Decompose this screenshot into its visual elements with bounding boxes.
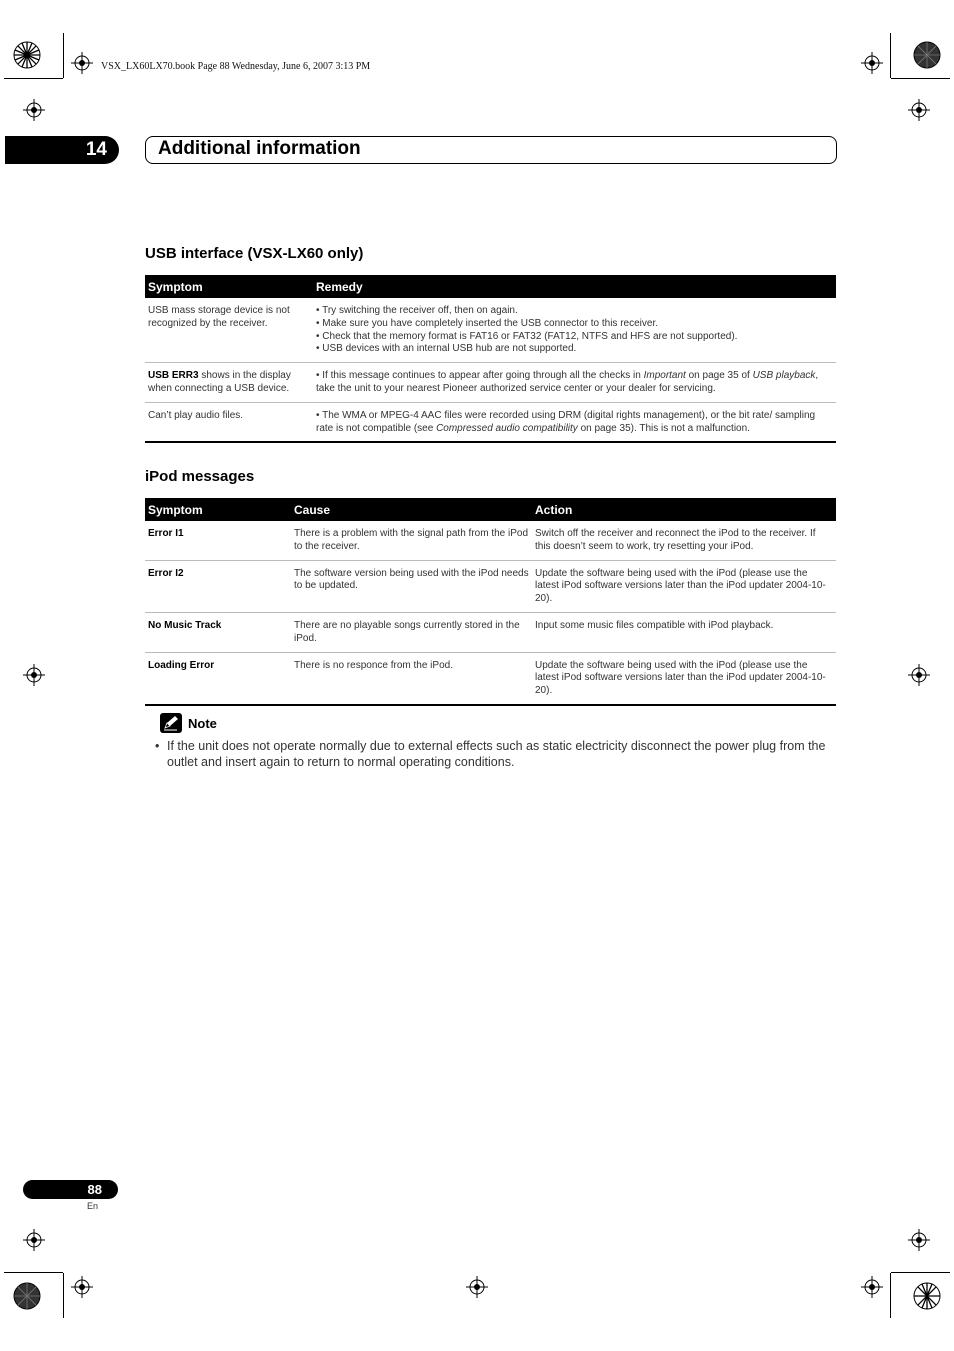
crosshair-mark-icon [23, 99, 45, 121]
cause-cell: There are no playable songs currently stored in the iPod. [291, 612, 532, 652]
table-row [145, 402, 836, 442]
remedy-cell [313, 402, 836, 442]
registration-rosette-icon [13, 41, 41, 69]
pencil-note-icon [160, 713, 182, 733]
crosshair-mark-icon [71, 52, 93, 74]
table-row [145, 521, 836, 560]
table-header-row [145, 275, 836, 298]
ipod-section-title: iPod messages [145, 468, 255, 485]
table-row [145, 652, 836, 705]
cause-cell: The software version being used with the iPod needs to be updated. [291, 560, 532, 612]
page-number: 88 [23, 1180, 118, 1199]
usb-section-title: USB interface (VSX-LX60 only) [145, 245, 364, 262]
symptom-cell: USB mass storage device is not recognized by the receiver. [145, 298, 313, 363]
registration-rosette-icon [913, 41, 941, 69]
remedy-cell [313, 298, 836, 363]
symptom-cell: No Music Track [145, 612, 291, 652]
action-cell: Update the software being used with the iPod (please use the latest iPod software versions later than the iPod updater 2004-10-20). [532, 652, 836, 705]
symptom-cell [145, 363, 313, 403]
chapter-number-tab: 14 [5, 136, 119, 164]
display-message-code: USB ERR3 [148, 370, 199, 382]
crosshair-mark-icon [23, 1229, 45, 1251]
symptom-text: shows in the display when connecting a USB device. [148, 370, 291, 394]
column-header-symptom: Symptom [145, 498, 291, 521]
symptom-cell: Error I2 [145, 560, 291, 612]
reference-usb-playback: USB playback [752, 370, 816, 382]
table-header-row [145, 498, 836, 521]
registration-rosette-icon [913, 1282, 941, 1310]
crosshair-mark-icon [861, 1276, 883, 1298]
remedy-item: • USB devices with an internal USB hub are not supported. [316, 343, 577, 355]
remedy-text: , take the unit to your nearest Pioneer authorized service center or your dealer for servicing. [316, 370, 819, 394]
symptom-cell: Can’t play audio files. [145, 402, 313, 442]
table-row [145, 560, 836, 612]
remedy-text: on page 35). This is not a malfunction. [577, 422, 750, 434]
usb-troubleshooting-table [145, 275, 836, 443]
column-header-symptom: Symptom [145, 275, 313, 298]
bullet-marker: • [155, 739, 160, 753]
remedy-cell [313, 363, 836, 403]
reference-important: Important [643, 370, 686, 382]
crosshair-mark-icon [71, 1276, 93, 1298]
column-header-remedy: Remedy [313, 275, 836, 298]
remedy-text: • The WMA or MPEG-4 AAC files were recorded using DRM (digital rights management), or the bit rate/ sampling rate is not compatible (see [316, 409, 816, 434]
column-header-action: Action [532, 498, 836, 521]
ipod-messages-table [145, 498, 836, 706]
action-cell: Input some music files compatible with iPod playback. [532, 612, 836, 652]
book-file-header: VSX_LX60LX70.book Page 88 Wednesday, June 6, 2007 3:13 PM [101, 61, 371, 72]
remedy-text: on page 35 of [685, 370, 753, 382]
note-text: If the unit does not operate normally due to external effects such as static electricity disconnect the power plug from the outlet and insert again to return to normal operating conditions. [167, 739, 826, 769]
column-header-cause: Cause [291, 498, 532, 521]
registration-rosette-icon [13, 1282, 41, 1310]
crosshair-mark-icon [23, 664, 45, 686]
remedy-item: • Try switching the receiver off, then on again. [316, 305, 518, 316]
cause-cell: There is a problem with the signal path from the iPod to the receiver. [291, 521, 532, 560]
chapter-title: Additional information [158, 138, 361, 159]
action-cell: Switch off the receiver and reconnect the iPod to the receiver. If this doesn’t seem to work, try resetting your iPod. [532, 521, 836, 560]
symptom-cell: Loading Error [145, 652, 291, 705]
remedy-item: • Make sure you have completely inserted the USB connector to this receiver. [316, 317, 659, 329]
remedy-item: • Check that the memory format is FAT16 or FAT32 (FAT12, NTFS and HFS are not supported). [316, 330, 738, 342]
crosshair-mark-icon [908, 664, 930, 686]
note-bullet-item [155, 738, 835, 770]
note-label: Note [188, 716, 217, 731]
table-row [145, 612, 836, 652]
remedy-text: • If this message continues to appear after going through all the checks in [316, 370, 644, 382]
crosshair-mark-icon [908, 1229, 930, 1251]
action-cell: Update the software being used with the iPod (please use the latest iPod software versions later than the iPod updater 2004-10-20). [532, 560, 836, 612]
page-language: En [87, 1201, 99, 1211]
table-row [145, 298, 836, 363]
reference-compressed-audio: Compressed audio compatibility [436, 422, 578, 434]
symptom-cell: Error I1 [145, 521, 291, 560]
table-row [145, 363, 836, 403]
crosshair-mark-icon [908, 99, 930, 121]
crosshair-mark-icon [466, 1276, 488, 1298]
crosshair-mark-icon [861, 52, 883, 74]
cause-cell: There is no responce from the iPod. [291, 652, 532, 705]
